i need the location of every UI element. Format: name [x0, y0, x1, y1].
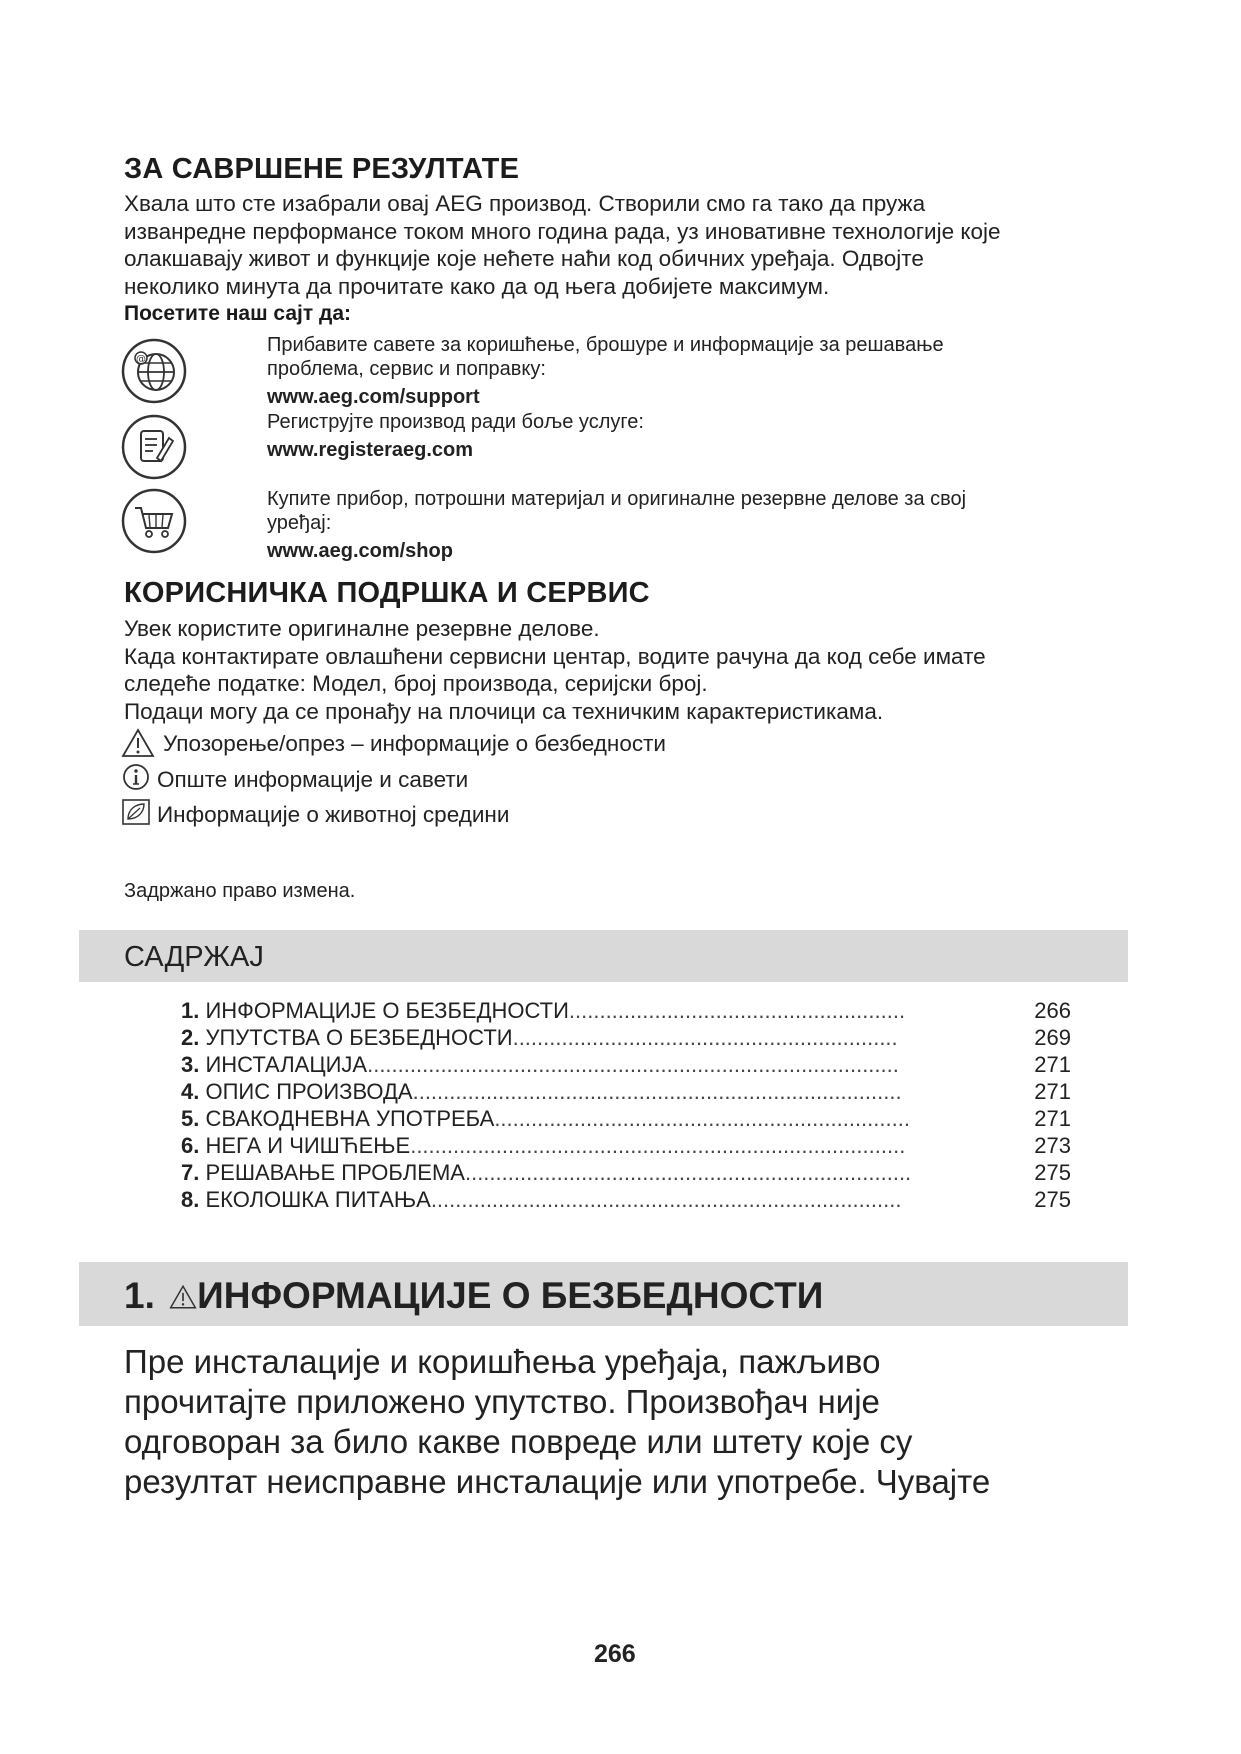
svg-text:@: @: [136, 354, 146, 365]
intro-line: олакшавају живот и функције које нећете наћи код обичних уређаја. Одвојте: [124, 246, 924, 271]
link-shop: Купите прибор, потрошни материјал и оригиналне резервне делове за свој уређај: www.aeg.com/shop: [267, 488, 967, 562]
support-paragraph: Увек користите оригиналне резервне делове. Када контактирате овлашћени сервисни центар, водите рачуна да код себе имате следеће податке: Модел, број производа, серијски број. Подаци могу да се пронађу на плочици са техничким карактеристикама.: [124, 616, 986, 724]
shop-url-link[interactable]: www.aeg.com/shop: [267, 540, 453, 562]
toc-item[interactable]: 7. РЕШАВАЊЕ ПРОБЛЕМА......................................................................... 275: [181, 1160, 1071, 1185]
toc-item[interactable]: 2. УПУТСТВА О БЕЗБЕДНОСТИ............................................................... 269: [181, 1025, 1071, 1050]
shopping-cart-icon: [121, 488, 187, 554]
page-number: 266: [594, 1640, 636, 1668]
toc-item[interactable]: 8. ЕКОЛОШКА ПИТАЊА............................................................................. 275: [181, 1187, 1071, 1212]
document-pen-icon: [121, 414, 187, 480]
intro-heading: ЗА САВРШЕНЕ РЕЗУЛТАТЕ: [124, 153, 520, 185]
legend-info-text: Опште информације и савети: [157, 767, 469, 792]
link-register: Региструјте производ ради боље услуге: www.registeraeg.com: [267, 411, 644, 461]
intro-paragraph: [124, 190, 1001, 300]
globe-icon: [121, 338, 187, 404]
support-url-link[interactable]: www.aeg.com/support: [267, 386, 480, 408]
info-icon: [122, 763, 150, 796]
intro-line: Хвала што сте изабрали овај AEG производ. Створили смо га тако да пружа: [124, 191, 926, 216]
section1-title-bar: [79, 1262, 1128, 1326]
warning-triangle-icon: [121, 728, 157, 758]
register-url-link[interactable]: www.registeraeg.com: [267, 439, 473, 461]
visit-label: Посетите наш сајт да:: [124, 302, 351, 325]
toc-item[interactable]: 4. ОПИС ПРОИЗВОДА................................................................................ 271: [181, 1079, 1071, 1104]
section1-paragraph: Пре инсталације и коришћења уређаја, пажљиво прочитајте приложено упутство. Произвођач није одговоран за било какве повреде или штету које су резултат неисправне инсталације или употребе. Чувајте: [124, 1343, 991, 1500]
intro-line: изванредне перформансе током много година рада, уз иновативне технологије које: [124, 218, 1001, 244]
toc-title-bar: [79, 930, 1128, 982]
reserved-note: Задржано право измена.: [124, 880, 356, 902]
toc-item[interactable]: 6. НЕГА И ЧИШЋЕЊЕ................................................................................. 273: [181, 1133, 1071, 1158]
section1-number: 1.: [124, 1275, 155, 1316]
intro-line: неколико минута да прочитате како да од њега добијете максимум.: [124, 273, 830, 299]
toc-item[interactable]: 5. СВАКОДНЕВНА УПОТРЕБА.................................................................... 271: [181, 1106, 1071, 1131]
legend-environment-text: Информације о животној средини: [157, 802, 510, 827]
link-support: Прибавите савете за коришћење, брошуре и информације за решавање проблема, сервис и поправку: www.aeg.com/support: [267, 334, 944, 408]
section1-title: ИНФОРМАЦИЈЕ О БЕЗБЕДНОСТИ: [197, 1275, 824, 1316]
toc-item[interactable]: 1. ИНФОРМАЦИЈЕ О БЕЗБЕДНОСТИ....................................................... 266: [181, 998, 1071, 1023]
leaf-icon: [122, 799, 150, 830]
legend-warning-text: Упозорење/опрез – информације о безбедности: [163, 731, 666, 756]
toc-title: САДРЖАЈ: [124, 941, 264, 973]
toc-item[interactable]: 3. ИНСТАЛАЦИЈА....................................................................................... 271: [181, 1052, 1071, 1077]
warning-triangle-icon: [169, 1277, 197, 1319]
support-heading: КОРИСНИЧКА ПОДРШКА И СЕРВИС: [124, 577, 650, 609]
